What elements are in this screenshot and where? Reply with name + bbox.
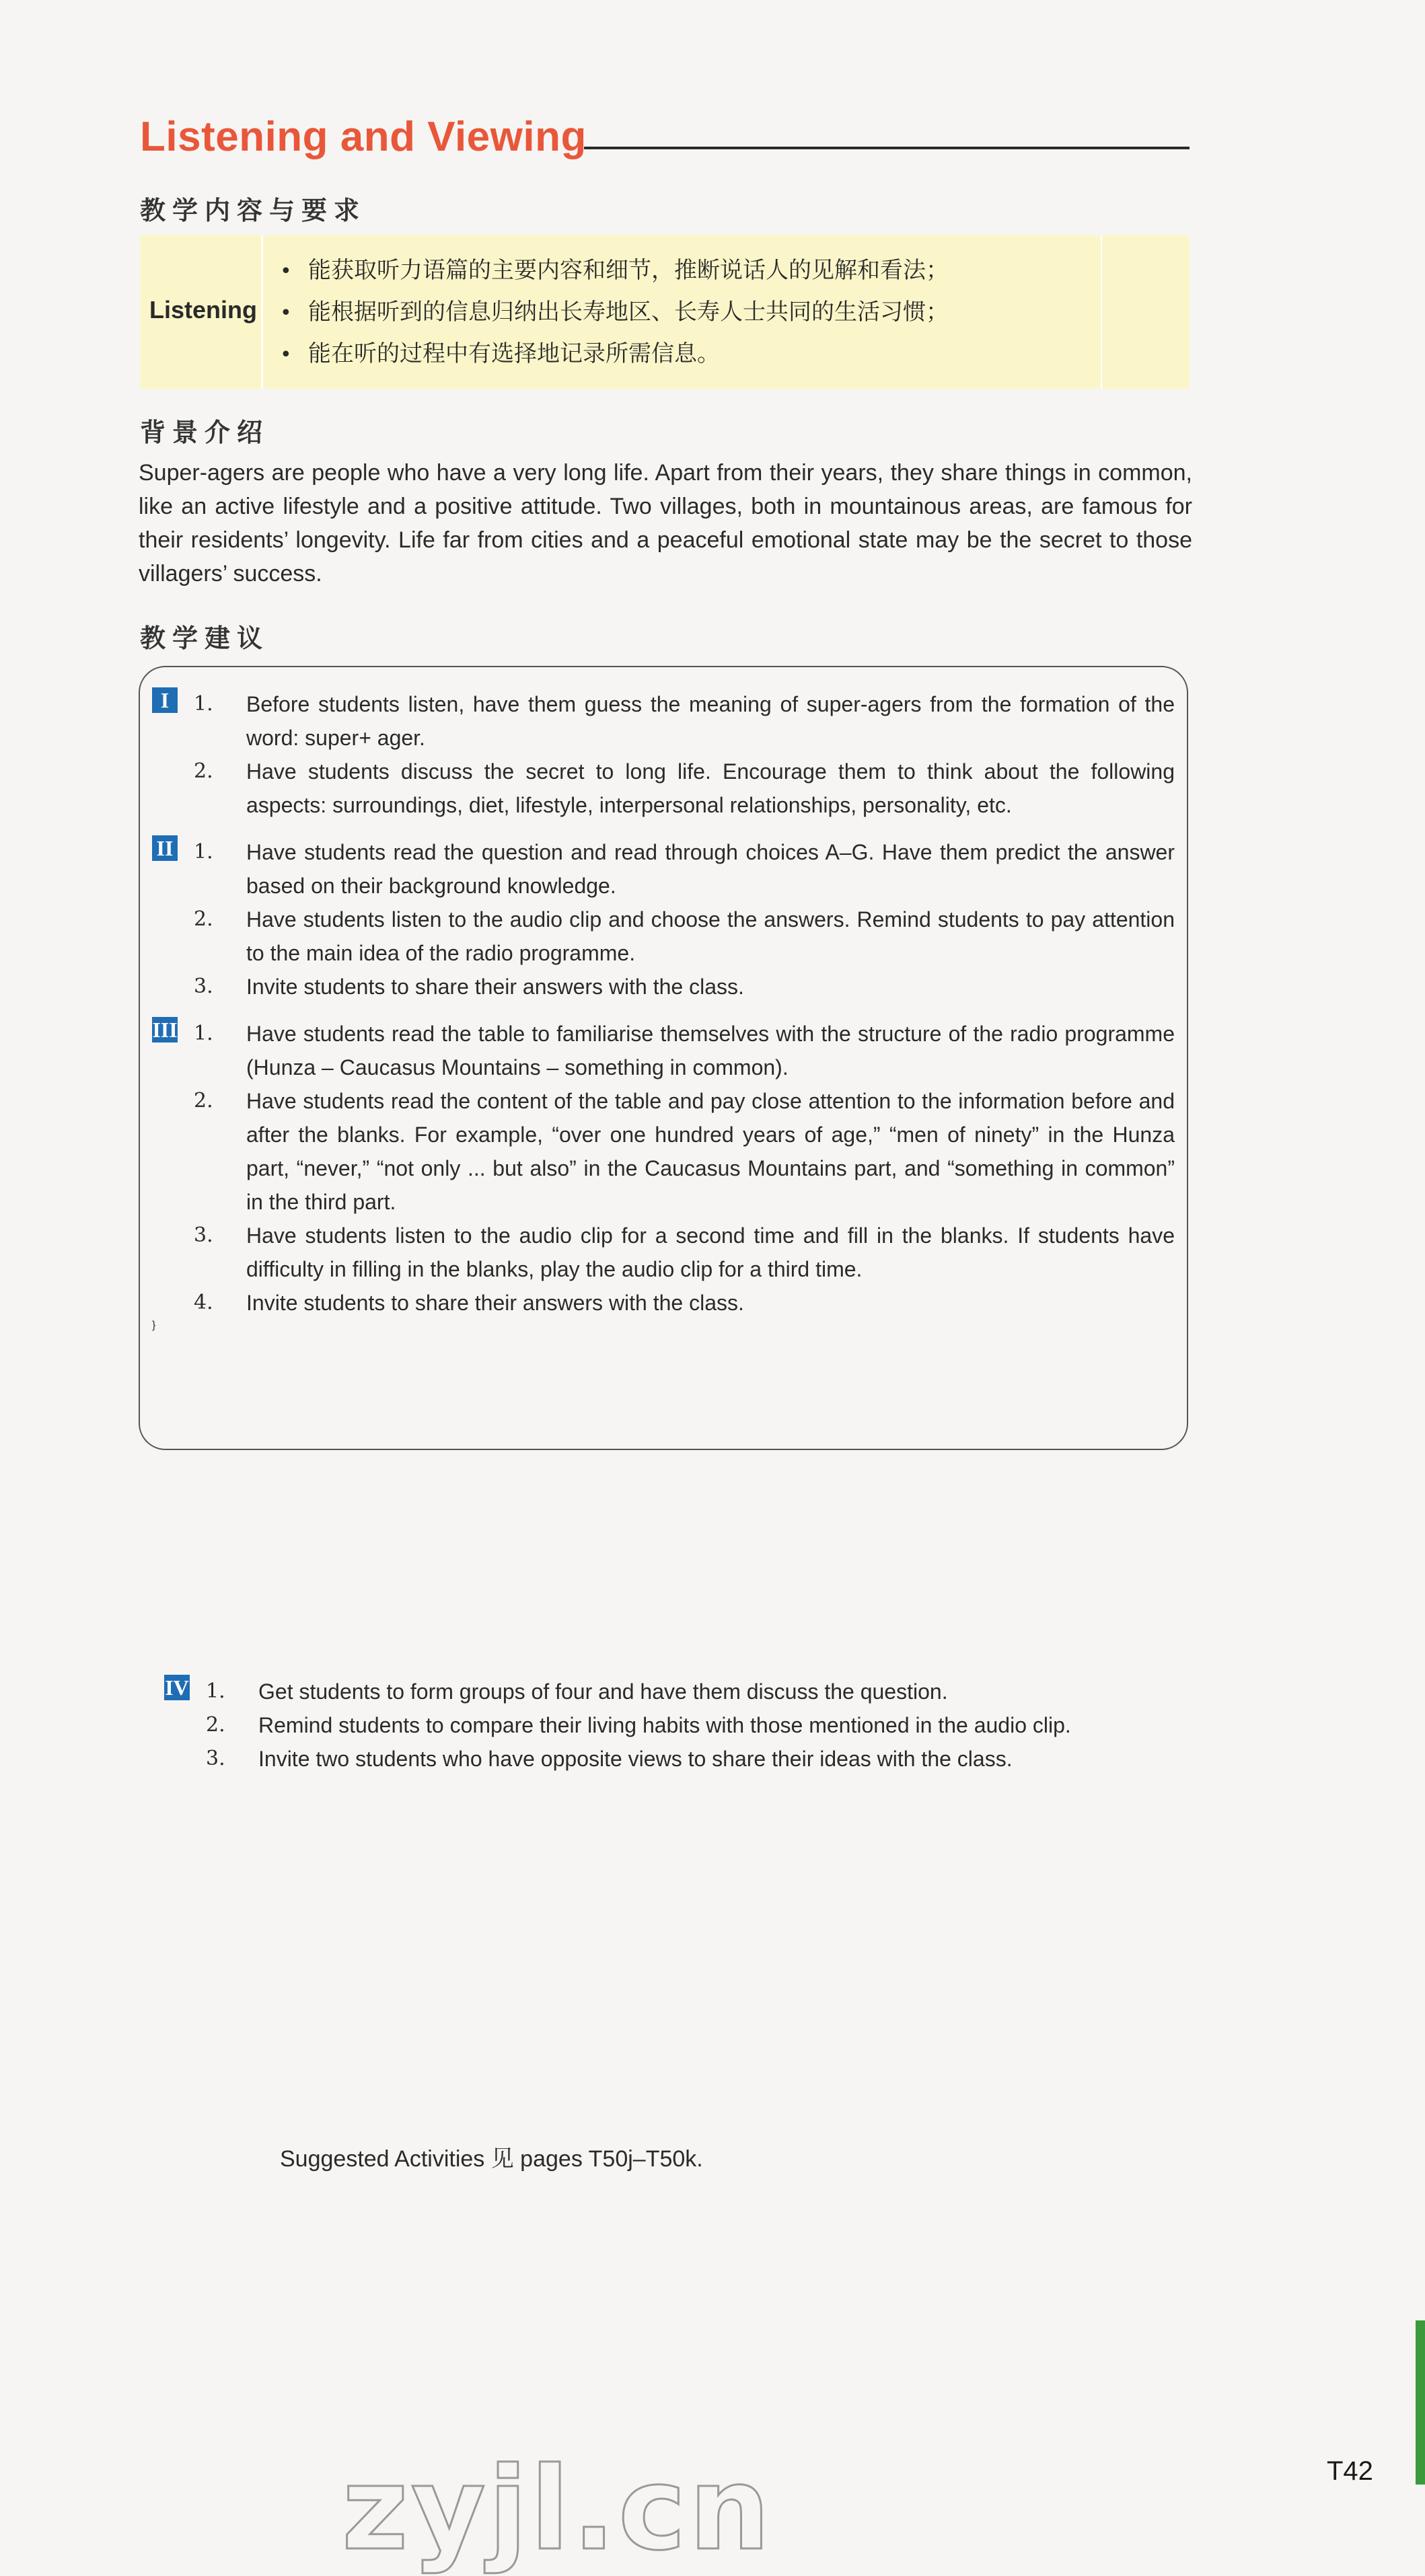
list-item [152,1219,1175,1286]
list-item [152,903,1175,970]
teaching-suggestions-box [139,666,1373,2576]
requirements-label-cell [140,235,263,389]
list-item [152,1286,1175,1320]
requirements-label: Listening [149,296,257,324]
background-heading: 背景介绍 [140,418,270,447]
list-item [164,1675,1187,1708]
requirement-item [280,250,949,292]
list-item [152,970,1175,1003]
requirement-item [280,334,949,375]
section-badge: I [152,687,178,713]
item-text: Have students read the table to familiarise themselves with the structure of the radio programme (Hunza – Caucasus Mountains – something in common). [246,1022,1175,1079]
list-item [164,1708,1187,1742]
item-text: Have students listen to the audio clip for a second time and fill in the blanks. If students have difficulty in filling in the blanks, play the audio clip for a third time. [246,1223,1175,1281]
list-item [152,687,1175,755]
item-text: Have students read the content of the table and pay close attention to the information before and after the blanks. For example, “over one hundred years of age,” “men of ninety” in the Hunza part, “never,” “not only ... but also” in the Caucasus Mountains part, and “something in common” in the third part. [246,1089,1175,1214]
suggestions-heading: 教学建议 [140,623,270,653]
requirement-text: 能根据听到的信息归纳出长寿地区、长寿人士共同的生活习惯； [308,299,949,326]
item-number: 2. [194,1089,213,1112]
list-item [152,1017,1175,1084]
item-text: Invite two students who have opposite views to share their ideas with the class. [258,1747,1013,1771]
section-4 [164,1675,1187,1776]
watermark: zyjl.cn [342,2443,773,2576]
item-number: 2. [194,759,213,783]
requirement-text: 能在听的过程中有选择地记录所需信息。 [308,340,720,367]
list-item [152,1084,1175,1219]
requirements-list [280,250,949,375]
requirement-item [280,292,949,334]
item-number: 1. [194,1022,213,1045]
section-3: III 1. Have students read the table to familiarise themselves with the structure of the radio programme (Hunza – Caucasus Mountains – something in common). 2. Have students read the content of the table and pay close attention to the information before and after the blanks. For example, “over one hundred years of age,” “men of ninety” in the Hunza part, “never,” “not only ... but also” in the Caucasus Mountains part, and “something in common” in the third part. 3. Have students listen to the audio clip for a second time and fill in the blanks. If students have difficulty in filling in the blanks, play the audio clip for a third time. 4. Invite students to share their answers with the class. } IV 1. Get students to form groups of four and have them discuss the question. 2. Remind students to compare their living habits with those mentioned in the audio clip. 3. Invite two students who have opposite views to share their ideas with the class. [152,1017,1175,1332]
item-number: 3. [194,975,213,998]
item-text: Get students to form groups of four and have them discuss the question. [258,1679,948,1704]
item-number: 1. [194,692,213,716]
section-badge: II [152,835,178,861]
list-item [152,755,1175,822]
item-number: 2. [206,1713,225,1737]
item-text: Invite students to share their answers with the class. [246,975,744,999]
requirement-text: 能获取听力语篇的主要内容和细节，推断说话人的见解和看法； [308,257,949,284]
title-row [140,113,1190,174]
item-number: 1. [194,840,213,864]
requirements-heading: 教学内容与要求 [140,196,367,225]
item-number: 2. [194,907,213,931]
section-badge: IV [165,1675,189,1700]
item-text: Have students read the question and read through choices A–G. Have them predict the answer based on their background knowledge. [246,840,1175,898]
list-item [152,835,1175,903]
item-text: Remind students to compare their living habits with those mentioned in the audio clip. [258,1713,1071,1737]
page-number: T42 [1327,2456,1373,2486]
background-paragraph: Super-agers are people who have a very long life. Apart from their years, they share things in common, like an active lifestyle and a positive attitude. Two villages, both in mountainous areas, are famous for their residents’ longevity. Life far from cities and a peaceful emotional state may be the secret to those villagers’ success. [139,460,1192,586]
item-text: Have students listen to the audio clip and choose the answers. Remind students to pay attention to the main idea of the radio programme. [246,907,1175,965]
item-number: 3. [194,1223,213,1247]
item-number: 3. [206,1747,225,1770]
title-rule [584,147,1190,149]
section-1 [152,687,1175,822]
item-text: Before students listen, have them guess the meaning of super-agers from the formation of the word: super+ ager. [246,692,1175,750]
section-2 [152,835,1175,1003]
item-number: 4. [194,1291,213,1314]
table-divider [1101,235,1102,389]
item-number: 1. [206,1679,225,1703]
page-title: Listening and Viewing [140,114,587,160]
green-edge-tab [1416,2320,1425,2485]
requirements-table [140,235,1190,389]
list-item [164,1742,1187,1776]
suggested-activities-note: Suggested Activities 见 pages T50j–T50k. [280,2146,703,2172]
section-badge: III [152,1018,178,1042]
item-text: Invite students to share their answers with the class. [246,1291,744,1315]
item-text: Have students discuss the secret to long life. Encourage them to think about the following aspects: surroundings, diet, lifestyle, interpersonal relationships, personality, etc. [246,759,1175,817]
bullet-icon: • [280,260,292,283]
bullet-icon: • [280,343,292,367]
bullet-icon: • [280,301,292,325]
